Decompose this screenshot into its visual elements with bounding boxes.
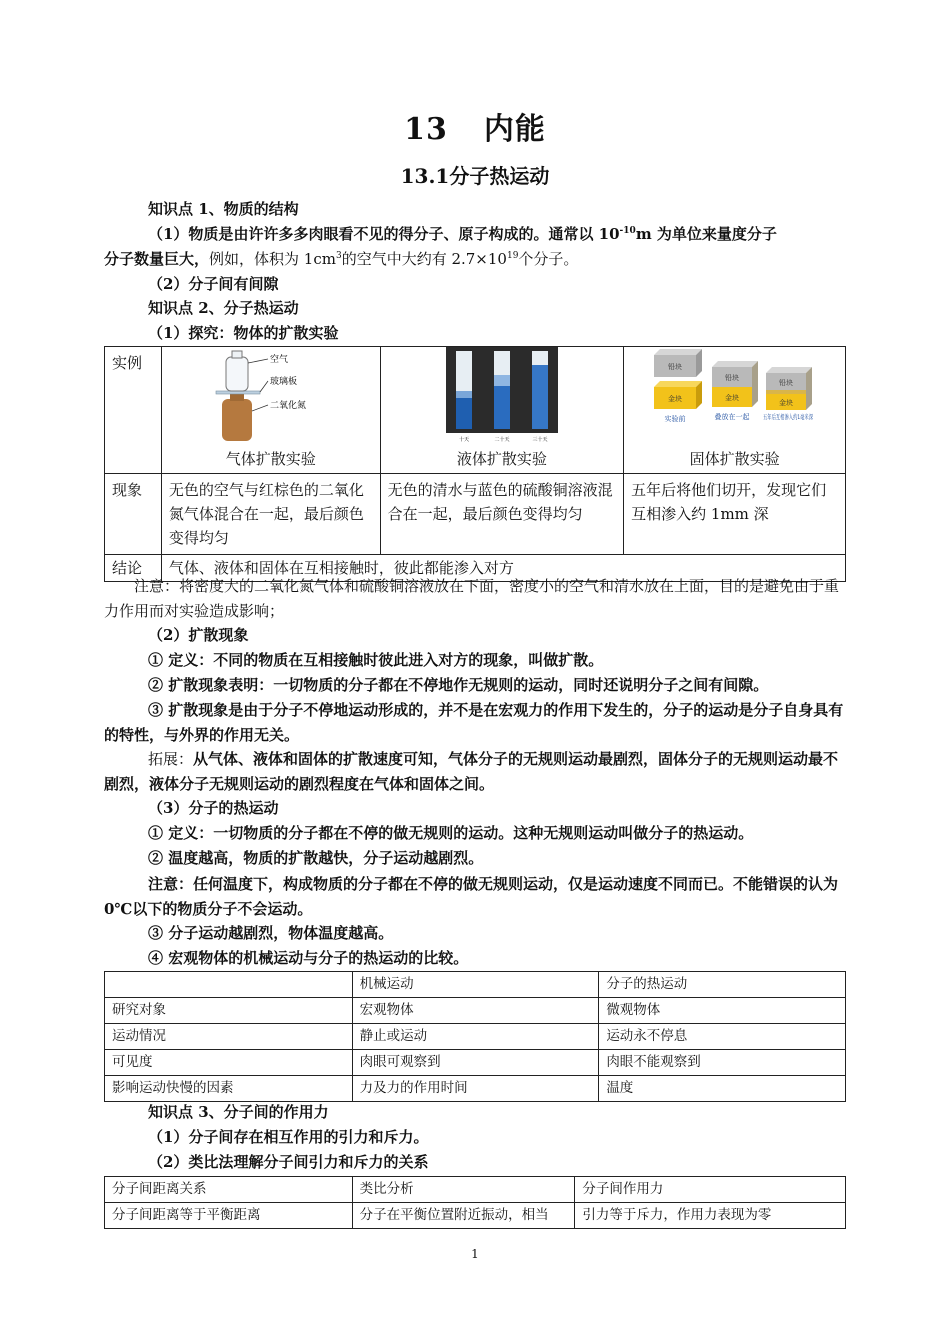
kp3-heading: 知识点 3、分子间的作用力: [148, 1103, 329, 1121]
copper-sulfate-layer: [494, 385, 510, 429]
chapter-title: [0, 104, 950, 148]
sub2-item-1: ① 定义：不同的物质在互相接触时彼此进入对方的现象，叫做扩散。: [148, 651, 604, 669]
table-header-row: [105, 972, 846, 998]
table-cell: 研究对象: [105, 998, 353, 1024]
block-side: [806, 367, 812, 410]
label-gold: 金块: [667, 395, 682, 403]
nitrogen-dioxide-bottle: [222, 399, 252, 441]
label-air: 空气: [269, 355, 288, 365]
phenomenon-solid: 五年后将他们切开，发现它们互相渗入约 1mm 深: [624, 474, 846, 555]
table-cell: 分子间距离等于平衡距离: [105, 1203, 353, 1229]
label-no2: 二氧化氮: [269, 401, 306, 411]
table-cell: 分子在平衡位置附近振动，相当: [352, 1203, 575, 1229]
sub3-item-1: ① 定义：一切物质的分子都在不停的做无规则的运动。这种无规则运动叫做分子的热运动。: [148, 824, 754, 842]
kp3-paragraph-2: （2）类比法理解分子间引力和斥力的关系: [148, 1153, 429, 1171]
label-lead: 铅块: [778, 379, 793, 387]
mix-layer: [456, 391, 472, 398]
label-before: 实验前: [664, 415, 686, 423]
kp1-paragraph-1-cont: 分子数量巨大，例如，体积为 $1cm^3$的空气中大约有 $2.7\times 10^{19}$个分子。: [104, 250, 579, 268]
kp3-paragraph-1: （1）分子间存在相互作用的引力和斥力。: [148, 1128, 429, 1146]
air-bottle: [226, 357, 248, 391]
label-twenty-days: 二十天: [494, 437, 510, 443]
row-label: 结论: [105, 555, 162, 582]
block-top: [654, 349, 702, 355]
extension-label: 拓展：: [148, 750, 194, 768]
table-row: [105, 998, 846, 1024]
leader-line: [260, 381, 268, 392]
label-ten-days: 十天: [458, 437, 469, 443]
air-bottle-neck: [232, 351, 242, 358]
phenomenon-liquid: 无色的清水与蓝色的硫酸铜溶液混合在一起，最后颜色变得均匀: [380, 474, 624, 555]
sub2-heading: （2）扩散现象: [148, 626, 249, 644]
kp1-paragraph-1: （1）物质是由许许多多肉眼看不见的得分子、原子构成的。通常以 $10^{-10}m$ 为单位来量度分子: [148, 225, 777, 243]
diffusion-table: [104, 346, 846, 582]
label-lead: 铅块: [724, 374, 739, 382]
phenomenon-gas: 无色的空气与红棕色的二氧化氮气体混合在一起，最后颜色变得均匀: [161, 474, 380, 555]
header-cell: 机械运动: [352, 972, 599, 998]
header-cell: 分子的热运动: [599, 972, 846, 998]
extension-text: 从气体、液体和固体的扩散速度可知，气体分子的无规则运动最剧烈，固体分子的无规则运动最不剧烈，液体分子无规则运动的剧烈程度在气体和固体之间。: [104, 750, 839, 793]
sub3-item-4: ④ 宏观物体的机械运动与分子的热运动的比较。: [148, 949, 469, 967]
leader-line: [248, 359, 268, 363]
kp1-paragraph-2: （2）分子间有间隙: [148, 275, 279, 293]
label-gold: 金块: [778, 399, 793, 407]
table-cell: 静止或运动: [352, 1024, 599, 1050]
table-row: [105, 347, 846, 474]
label-stacked: 叠放在一起: [714, 413, 750, 421]
table-cell: 宏观物体: [352, 998, 599, 1024]
copper-sulfate-layer: [532, 365, 548, 429]
chapter-number: 13: [404, 112, 448, 147]
sub3-heading: （3）分子的热运动: [148, 799, 279, 817]
table-cell: 力及力的作用时间: [352, 1076, 599, 1102]
table-cell: 引力等于斥力，作用力表现为零: [575, 1203, 846, 1229]
table-cell: 微观物体: [599, 998, 846, 1024]
leader-line: [252, 405, 268, 411]
liquid-experiment-cell: [380, 347, 624, 474]
sub2-item-3: ③ 扩散现象是由于分子不停地运动形成的，并不是在宏观力的作用下发生的，分子的运动是分子自身具有的特性，与外界的作用无关。: [104, 701, 844, 744]
table-cell: 运动情况: [105, 1024, 353, 1050]
sub2-item-2: ② 扩散现象表明：一切物质的分子都在不停地作无规则的运动，同时还说明分子之间有间隙。: [148, 676, 769, 694]
extension-paragraph: [104, 747, 846, 796]
block-side: [752, 361, 758, 407]
table-row: [105, 1203, 846, 1229]
block-top: [712, 361, 758, 367]
table-cell: 运动永不停息: [599, 1024, 846, 1050]
gas-diffusion-figure: [206, 349, 336, 441]
table-row: [105, 1024, 846, 1050]
table-row: [105, 1076, 846, 1102]
section-title: 13.1分子热运动: [400, 164, 550, 188]
kp2-heading: 知识点 2、分子热运动: [148, 299, 299, 317]
label-gold: 金块: [724, 394, 739, 402]
gas-experiment-cell: [161, 347, 380, 474]
caption-gas: 气体扩散实验: [225, 450, 316, 468]
caption-solid: 固体扩散实验: [689, 450, 780, 468]
conclusion-cell: 气体、液体和固体在互相接触时，彼此都能渗入对方: [161, 555, 845, 582]
diffusion-layer: [766, 390, 806, 394]
label-glass-plate: 玻璃板: [269, 377, 297, 387]
table-cell: 可见度: [105, 1050, 353, 1076]
table-cell: 影响运动快慢的因素: [105, 1076, 353, 1102]
sub3-item-2: ② 温度越高，物质的扩散越快，分子运动越剧烈。: [148, 849, 484, 867]
comparison-table: [104, 971, 846, 1102]
force-table: [104, 1176, 846, 1229]
header-cell: 类比分析: [352, 1177, 575, 1203]
header-cell: 分子间作用力: [575, 1177, 846, 1203]
note-2: 注意：任何温度下，构成物质的分子都在不停的做无规则运动，仅是运动速度不同而已。不能错误的认为 0℃以下的物质分子不会运动。: [104, 875, 839, 918]
table-cell: 温度: [599, 1076, 846, 1102]
header-cell: 分子间距离关系: [105, 1177, 353, 1203]
mix-layer: [494, 375, 510, 386]
row-label: 现象: [105, 474, 162, 555]
table-header-row: [105, 1177, 846, 1203]
kp2-sub1: （1）探究：物体的扩散实验: [148, 324, 339, 342]
header-cell: [105, 972, 353, 998]
solid-diffusion-figure: [650, 347, 839, 437]
sub3-item-3: ③ 分子运动越剧烈，物体温度越高。: [148, 924, 394, 942]
table-row: [105, 1050, 846, 1076]
block-top: [654, 381, 702, 387]
table-cell: 肉眼不能观察到: [599, 1050, 846, 1076]
page-number: 1: [471, 1247, 479, 1261]
liquid-diffusion-figure: [446, 347, 558, 443]
copper-sulfate-layer: [456, 397, 472, 429]
table-cell: 肉眼可观察到: [352, 1050, 599, 1076]
label-lead: 铅块: [667, 363, 682, 371]
caption-liquid: 液体扩散实验: [456, 450, 547, 468]
chapter-name: 内能: [483, 112, 546, 147]
label-after: 五年后互相渗入约1毫米深: [762, 413, 839, 421]
solid-experiment-cell: [624, 347, 846, 474]
label-thirty-days: 三十天: [532, 437, 548, 443]
row-label: 实例: [105, 347, 162, 474]
kp1-heading: 知识点 1、物质的结构: [148, 200, 299, 218]
note-1: 注意：将密度大的二氧化氮气体和硫酸铜溶液放在下面，密度小的空气和清水放在上面，目的是避免由于重力作用而对实验造成影响；: [104, 577, 840, 620]
table-row: [105, 474, 846, 555]
block-top: [766, 367, 812, 373]
